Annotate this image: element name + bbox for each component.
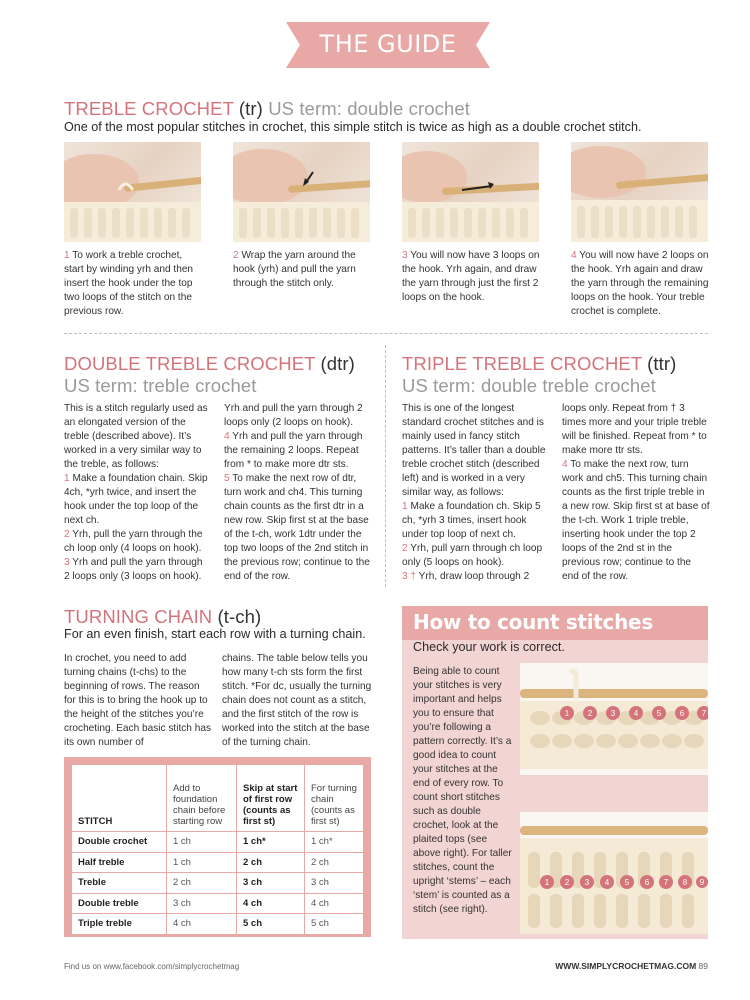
footer-right [555, 961, 708, 971]
table-cell: 4 ch [305, 893, 364, 914]
treble-us-term: US term: double crochet [268, 98, 470, 119]
count-marker-label: 6 [644, 878, 650, 887]
treble-heading [64, 98, 470, 120]
count-marker-label: 2 [587, 709, 593, 718]
table-cell: Half treble [72, 852, 167, 873]
ttr-col-1: This is one of the longest standard crochet stitches and is mainly used in fancy stitch patterns. It’s taller than a double treble crochet stitch (described left) and is worked in a very similar way, as follows: 1 Make a foundation ch. Skip 5 ch, *yrh 3 times, insert hook under top loop of next ch. 2 Yrh, pull yarn through ch loop only (5 loops on hook). 3 † Yrh, draw loop through 2 [402, 403, 546, 582]
count-body: Being able to count your stitches is very important and helps you to ensure that you’re following a pattern correctly. It’s a good idea to count your stitches at the end of every row. To count short stitches such as double crochet, look at the plaited tops (see above right). For taller stitches, count the upright ‘stems’ – each ‘stem’ is counted as a stitch (see right). [413, 666, 512, 915]
table-row [72, 914, 364, 935]
treble-step-2-caption: 2 Wrap the yarn around the hook (yrh) and pull the yarn through the stitch only. [233, 250, 356, 289]
ttr-title: TRIPLE TREBLE CROCHET [402, 353, 642, 374]
table-cell: 4 ch [237, 893, 305, 914]
count-stitches-title-bar [402, 606, 708, 640]
treble-step-1-photo [64, 142, 201, 242]
ttr-col-2: loops only. Repeat from † 3 times more and your triple treble will be finished. Repeat from * to make more ttr sts. 4 To make the next row, turn work and ch5. This turning chain counts as the first triple treble in a new row. Skip first st at base of the t-ch. Work 1 triple treble, inserting hook under the top 2 loops of the 2nd st in the previous row; continue to the end of the row. [562, 403, 710, 582]
ttr-abbr: (ttr) [647, 353, 677, 374]
table-cell: 5 ch [237, 914, 305, 935]
treble-subtitle: One of the most popular stitches in crochet, this simple stitch is twice as high as a double crochet stitch. [64, 120, 642, 134]
treble-step-3-caption: 3 You will now have 3 loops on the hook. Yrh again, and draw the yarn through just the first 2 loops on the hook. [402, 250, 540, 303]
table-cell: Double treble [72, 893, 167, 914]
treble-step-1-caption: 1 To work a treble crochet, start by winding yrh and then insert the hook under the top two loops of the stitch on the previous row. [64, 250, 194, 317]
count-marker-label: 8 [682, 878, 688, 887]
table-cell: 4 ch [167, 914, 237, 935]
footer-website[interactable]: WWW.SIMPLYCROCHETMAG.COM [555, 961, 697, 971]
ttr-us-term: US term: double treble crochet [402, 375, 656, 396]
count-marker-label: 5 [624, 878, 630, 887]
table-cell: 5 ch [305, 914, 364, 935]
table-cell: 1 ch [167, 852, 237, 873]
table-cell: 3 ch [167, 893, 237, 914]
table-cell: 1 ch [167, 832, 237, 853]
count-marker-label: 3 [610, 709, 616, 718]
guide-banner [286, 22, 490, 68]
count-marker-label: 1 [544, 878, 550, 887]
turning-heading [64, 606, 261, 628]
dtr-abbr: (dtr) [320, 353, 355, 374]
dtr-col-2: Yrh and pull the yarn through 2 loops only (2 loops on hook). 4 Yrh and pull the yarn through the remaining 2 loops. Repeat from * to make more dtr sts. 5 To make the next row of dtr, turn work and ch4. This turning chain counts as the first dtr in a new row. Skip first st at the base of the t-ch, work 1dtr under the top two loops of the 2nd stitch in the previous row; continue to the end of the row. [224, 403, 370, 582]
count-marker-label: 7 [663, 878, 669, 887]
table-header-stitch: STITCH [72, 765, 167, 832]
count-marker-label: 7 [701, 709, 707, 718]
treble-title: TREBLE CROCHET [64, 98, 234, 119]
treble-step-4-caption: 4 You will now have 2 loops on the hook. Yrh again and draw the yarn through the remaining loops on the hook. Your treble crochet is complete. [571, 250, 709, 317]
table-cell: 3 ch [305, 873, 364, 894]
ttr-heading [402, 353, 676, 375]
dtr-heading [64, 353, 355, 375]
table-cell: Treble [72, 873, 167, 894]
section-divider [64, 333, 708, 334]
footer-facebook-link[interactable]: Find us on www.facebook.com/simplycrochetmag [64, 962, 240, 971]
page-number: 89 [698, 961, 708, 971]
dtr-title: DOUBLE TREBLE CROCHET [64, 353, 316, 374]
table-cell: 1 ch* [237, 832, 305, 853]
table-header-turning: For turning chain (counts as first st) [305, 765, 364, 832]
count-marker-label: 6 [679, 709, 685, 718]
count-subtitle: Check your work is correct. [413, 640, 565, 654]
treble-step-4-photo [571, 142, 708, 242]
turning-col-1: In crochet, you need to add turning chains (t-chs) to the beginning of rows. The reason for this is to bring the hook up to the height of the stitches you’re crocheting. Each basic stitch has its own number of [64, 653, 211, 748]
count-markers-row-2 [540, 875, 708, 889]
turning-title: TURNING CHAIN [64, 606, 213, 627]
turning-chain-table [71, 764, 364, 935]
turning-col-2: chains. The table below tells you how many t-ch sts form the first stitch. *For dc, usually the turning chain does not count as a stitch, and the first stitch of the row is worked into the stitch at the base of the turning chain. [222, 653, 372, 748]
count-marker-label: 1 [564, 709, 570, 718]
table-row [72, 893, 364, 914]
dtr-us-term: US term: treble crochet [64, 375, 257, 396]
table-header-foundation: Add to foundation chain before starting row [167, 765, 237, 832]
table-cell: Triple treble [72, 914, 167, 935]
table-cell: 2 ch [305, 852, 364, 873]
count-marker-label: 2 [564, 878, 570, 887]
table-cell: 2 ch [167, 873, 237, 894]
turning-subtitle: For an even finish, start each row with a turning chain. [64, 627, 366, 641]
table-cell: 3 ch [237, 873, 305, 894]
treble-step-2-photo [233, 142, 370, 242]
treble-step-3-photo [402, 142, 539, 242]
turning-chain-table-frame [64, 757, 371, 937]
table-row [72, 832, 364, 853]
table-row [72, 873, 364, 894]
table-cell: 1 ch* [305, 832, 364, 853]
turning-abbr: (t-ch) [217, 606, 262, 627]
column-divider [385, 345, 386, 587]
count-photo-tall-stitches [520, 812, 708, 934]
table-cell: 2 ch [237, 852, 305, 873]
table-cell: Double crochet [72, 832, 167, 853]
count-marker-label: 5 [656, 709, 662, 718]
treble-abbr: (tr) [238, 98, 263, 119]
count-stitches-title: How to count stitches [413, 610, 653, 634]
count-photo-short-stitches [520, 663, 708, 775]
dtr-col-1: This is a stitch regularly used as an elongated version of the treble (described above). It’s worked in a very similar way to the treble, as follows: 1 Make a foundation chain. Skip 4ch, *yrh twice, and insert the hook under the top loop of the next ch. 2 Yrh, pull the yarn through the ch loop only (4 loops on hook). 3 Yrh and pull the yarn through 2 loops only (3 loops on hook). [64, 403, 208, 582]
table-row [72, 852, 364, 873]
banner-title: THE GUIDE [319, 30, 457, 58]
count-marker-label: 4 [633, 709, 639, 718]
table-header-skip: Skip at start of first row (counts as first st) [237, 765, 305, 832]
count-marker-label: 4 [604, 878, 610, 887]
count-marker-label: 9 [699, 878, 705, 887]
count-marker-label: 3 [584, 878, 590, 887]
